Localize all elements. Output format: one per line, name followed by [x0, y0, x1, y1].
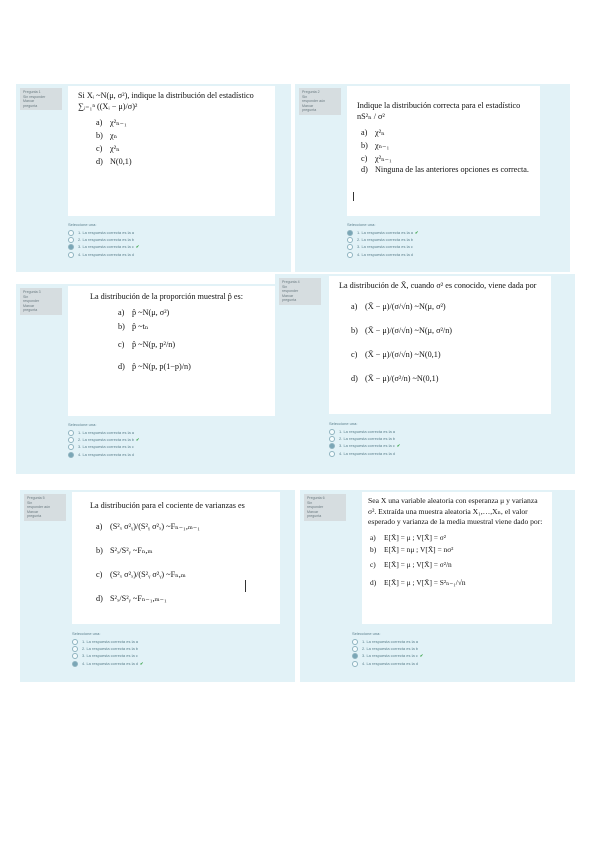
question-info-sidebar: Pregunta 3 Sin responder Marcar pregunta	[20, 288, 62, 315]
option-c: c) (S²ₓ σ²ₓ)/(S²ᵧ σ²ᵧ) ~Fₙ,ₘ	[96, 570, 186, 579]
answer-option-2[interactable]: 2. La respuesta correcta es la b	[68, 236, 139, 243]
radio-button	[347, 252, 353, 258]
answer-select: Seleccione una: 1. La respuesta correcta es la a ✔ 2. La respuesta correcta es la b 3. La respuesta correcta es la c 4. La respuesta correcta es la d	[347, 222, 419, 257]
radio-button	[329, 429, 335, 435]
answer-select: Seleccione una: 1. La respuesta correcta es la a 2. La respuesta correcta es la b 3. La respuesta correcta es la c 4. La respuesta correcta es la d ✔	[72, 631, 144, 666]
radio-button	[68, 252, 74, 258]
question-info-sidebar: Pregunta 5 Sin responder aún Marcar pregunta	[24, 494, 66, 521]
radio-button	[68, 444, 74, 450]
option-list	[78, 306, 265, 378]
flag-question-link[interactable]: Marcar	[282, 293, 294, 298]
text-cursor	[353, 192, 354, 201]
radio-button	[347, 230, 353, 236]
option-list	[368, 532, 546, 592]
option-a: a) (X̄ − μ)/(σ/√n) ~N(μ, σ²)	[351, 302, 446, 311]
radio-button	[68, 244, 74, 250]
answer-option-3[interactable]: 3. La respuesta correcta es la c ✔	[329, 442, 400, 449]
radio-button	[68, 237, 74, 243]
check-icon: ✔	[136, 437, 140, 443]
question-box	[347, 86, 540, 216]
radio-button	[68, 452, 74, 458]
radio-button	[72, 639, 78, 645]
answer-select: Seleccione una: 1. La respuesta correcta es la a 2. La respuesta correcta es la b 3. La respuesta correcta es la c ✔ 4. La respuesta correcta es la d	[68, 222, 140, 257]
answer-option-4[interactable]: 4. La respuesta correcta es la d	[352, 660, 423, 667]
option-b: b) p̂ ~tₙ	[118, 322, 149, 331]
answer-option-3[interactable]: 3. La respuesta correcta es la c	[72, 652, 143, 659]
question-panel-3	[16, 284, 291, 474]
option-b: b) S²ₓ/S²ᵧ ~Fₙ,ₘ	[96, 546, 153, 555]
check-icon: ✔	[135, 244, 140, 250]
answer-option-2[interactable]: 2. La respuesta correcta es la b	[347, 236, 418, 243]
question-text: La distribución para el cociente de varianzas es	[90, 501, 245, 510]
flag-question-link[interactable]: Marcar	[23, 303, 35, 308]
question-box	[362, 492, 552, 624]
option-b: b) χₙ	[96, 131, 118, 140]
answer-option-2[interactable]: 2. La respuesta correcta es la b	[329, 435, 400, 442]
question-info-sidebar: Pregunta 1 Sin responder Marcar pregunta	[20, 88, 62, 110]
radio-button	[352, 639, 358, 645]
option-d: d) N(0,1)	[96, 157, 132, 166]
flag-question-link[interactable]: Marcar	[302, 103, 314, 108]
question-panel-4	[275, 274, 575, 474]
answer-option-1[interactable]: 1. La respuesta correcta es la a	[72, 638, 143, 645]
text-cursor	[245, 580, 246, 592]
answer-option-1[interactable]: 1. La respuesta correcta es la a	[68, 229, 139, 236]
question-panel-2	[295, 84, 570, 272]
radio-button	[72, 653, 78, 659]
question-box	[68, 86, 275, 216]
option-d: d) Ninguna de las anteriores opciones es correcta.	[361, 165, 529, 174]
answer-select: Seleccione una: 1. La respuesta correcta es la a 2. La respuesta correcta es la b 3. La respuesta correcta es la c ✔ 4. La respuesta correcta es la d	[352, 631, 424, 666]
question-text: Sea X una variable aleatoria con esperanza μ y varianza σ². Extraída una muestra aleatoria X₁,…,Xₙ, el valor esperado y varianza de la media muestral viene dado por:	[368, 496, 543, 526]
question-text: Indique la distribución correcta para el estadístico nS²ₙ / σ²	[357, 101, 521, 121]
option-d: d) (X̄ − μ)/(σ²/n) ~N(0,1)	[351, 374, 439, 383]
radio-button	[329, 436, 335, 442]
option-d: d) E[X̄] = μ ; V[X̄] = S²ₙ₋₁/√n	[370, 577, 466, 587]
question-text: Si Xᵢ ~N(μ, σ²), indique la distribución del estadístico ∑ᵢ₌₁ⁿ ((Xᵢ − μ)/σ)²	[78, 91, 254, 111]
option-list	[82, 515, 270, 611]
answer-option-4[interactable]: 4. La respuesta correcta es la d	[68, 251, 139, 258]
check-icon: ✔	[419, 653, 424, 659]
answer-option-3[interactable]: 3. La respuesta correcta es la c ✔	[68, 243, 139, 250]
answer-option-2[interactable]: 2. La respuesta correcta es la b	[72, 645, 143, 652]
option-d: d) p̂ ~N(p, p(1−p)/n)	[118, 362, 191, 371]
question-info-sidebar: Pregunta 6 Sin responder Marcar pregunta	[304, 494, 346, 521]
flag-question-link[interactable]: Marcar	[23, 99, 35, 104]
radio-button	[68, 430, 74, 436]
answer-option-2[interactable]: 2. La respuesta correcta es la b	[352, 645, 423, 652]
answer-option-1[interactable]: 1. La respuesta correcta es la a	[352, 638, 423, 645]
answer-option-4[interactable]: 4. La respuesta correcta es la d	[329, 450, 400, 457]
radio-button	[329, 443, 335, 449]
option-a: a) χ²ₙ₋₁	[96, 118, 127, 127]
check-icon: ✔	[415, 230, 419, 235]
answer-option-4[interactable]: 4. La respuesta correcta es la d	[347, 251, 418, 258]
radio-button	[347, 237, 353, 243]
question-panel-1	[16, 84, 291, 272]
radio-button	[72, 661, 78, 667]
answer-select: Seleccione una: 1. La respuesta correcta es la a 2. La respuesta correcta es la b ✔ 3. La respuesta correcta es la c 4. La respuesta correcta es la d	[68, 422, 140, 457]
radio-button	[68, 437, 74, 443]
option-list	[339, 295, 541, 391]
option-c: c) p̂ ~N(p, p²/n)	[118, 340, 176, 349]
answer-option-1[interactable]: 1. La respuesta correcta es la a ✔	[347, 229, 418, 236]
answer-option-1[interactable]: 1. La respuesta correcta es la a	[329, 428, 400, 435]
option-b: b) (X̄ − μ)/(σ/√n) ~N(μ, σ²/n)	[351, 326, 453, 335]
answer-option-3[interactable]: 3. La respuesta correcta es la c ✔	[352, 652, 423, 659]
option-c: c) (X̄ − μ)/(σ/√n) ~N(0,1)	[351, 350, 441, 359]
option-a: a) χ²ₙ	[361, 128, 385, 137]
option-a: a) p̂ ~N(μ, σ²)	[118, 308, 170, 317]
answer-option-3[interactable]: 3. La respuesta correcta es la c	[347, 243, 418, 250]
option-c: c) E[X̄] = μ ; V[X̄] = σ²/n	[370, 559, 452, 569]
option-c: c) χ²ₙ	[96, 144, 120, 153]
check-icon: ✔	[396, 443, 401, 449]
answer-option-3[interactable]: 3. La respuesta correcta es la c	[68, 443, 139, 450]
option-list	[357, 126, 530, 175]
radio-button	[352, 646, 358, 652]
check-icon: ✔	[140, 660, 144, 666]
option-c: c) χ²ₙ₋₁	[361, 154, 392, 163]
radio-button	[72, 646, 78, 652]
answer-option-4[interactable]: 4. La respuesta correcta es la d	[68, 451, 139, 458]
answer-option-1[interactable]: 1. La respuesta correcta es la a	[68, 429, 139, 436]
option-d: d) S²ₓ/S²ᵧ ~Fₙ₋₁,ₘ₋₁	[96, 594, 167, 603]
flag-question-link[interactable]: Marcar	[307, 509, 319, 514]
option-a: a) (S²ₓ σ²ᵧ)/(S²ᵧ σ²ₓ) ~Fₙ₋₁,ₘ₋₁	[96, 522, 201, 531]
option-b: b) E[X̄] = nμ ; V[X̄] = nσ²	[370, 544, 454, 554]
question-info-sidebar: Pregunta 2 Sin responder aún Marcar pregunta	[299, 88, 341, 115]
question-text: La distribución de la proporción muestral p̂ es:	[90, 292, 244, 301]
question-box	[72, 492, 280, 624]
option-list	[78, 116, 265, 168]
answer-option-4[interactable]: 4. La respuesta correcta es la d ✔	[72, 660, 143, 667]
option-b: b) χₙ₋₁	[361, 141, 390, 150]
question-text: La distribución de X̄, cuando σ² es conocido, viene dada por	[339, 281, 537, 290]
radio-button	[347, 244, 353, 250]
flag-question-link[interactable]: Marcar	[27, 509, 39, 514]
radio-button	[352, 661, 358, 667]
question-panel-6	[300, 490, 575, 682]
answer-select: Seleccione una: 1. La respuesta correcta es la a 2. La respuesta correcta es la b 3. La respuesta correcta es la c ✔ 4. La respuesta correcta es la d	[329, 421, 401, 456]
option-a: a) E[X̄] = μ ; V[X̄] = σ²	[370, 532, 447, 542]
radio-button	[352, 653, 358, 659]
question-info-sidebar: Pregunta 4 Sin responder Marcar pregunta	[279, 278, 321, 305]
question-panel-5	[20, 490, 295, 682]
radio-button	[329, 451, 335, 457]
answer-option-2[interactable]: 2. La respuesta correcta es la b ✔	[68, 436, 139, 443]
radio-button	[68, 230, 74, 236]
question-box	[68, 286, 275, 416]
question-box	[329, 276, 551, 414]
